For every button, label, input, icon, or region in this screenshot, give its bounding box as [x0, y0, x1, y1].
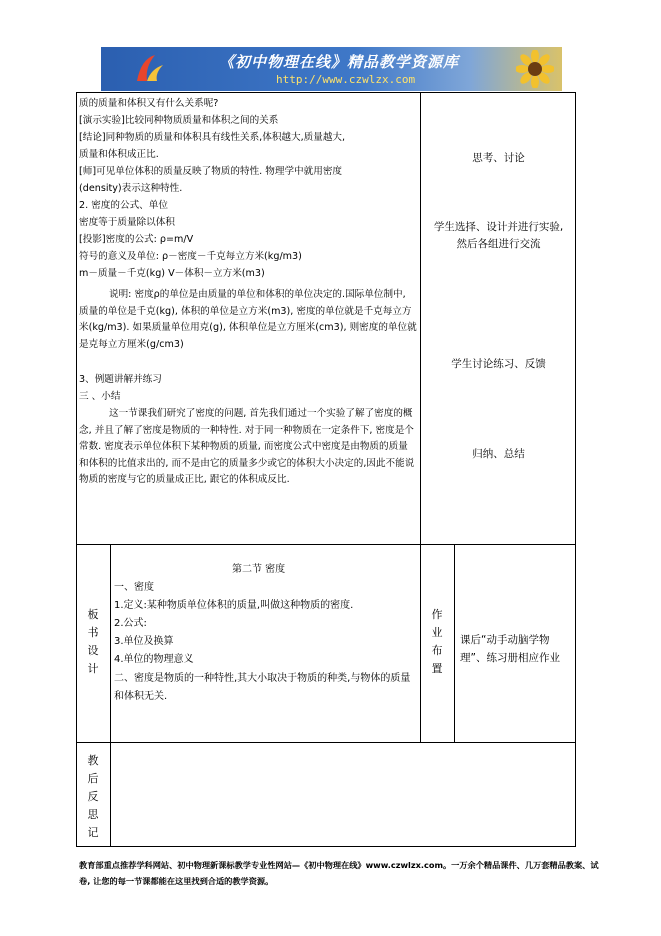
- student-activity-experiment: 学生选择、设计并进行实验,: [433, 221, 564, 233]
- sunflower-icon: [516, 50, 554, 88]
- board-line: 1.定义:某种物质单位体积的质量,叫做这种物质的密度.: [114, 600, 354, 611]
- banner-url[interactable]: http://www.czwlzx.com: [276, 73, 416, 86]
- board-line: 2.公式:: [114, 618, 147, 629]
- summary-paragraph: 这一节课我们研究了密度的问题, 首先我们通过一个实验了解了密度的概念, 并且了解了密度是物质的一种特性. 对于同一种物质在一定条件下, 密度是个常数. 密度表示单位体积下某种物质的质量, 而密度公式中密度是由物质的质量和体积的比值求出的, 而不是由它的质量多少或它的体积大小决定的,因此不能说物质的密度与它的质量成正比, 跟它的体积成反比.: [79, 408, 415, 485]
- page-footer: 教育部重点推荐学科网站、初中物理新课标教学专业性网站—《初中物理在线》www.czwlzx.com。一万余个精品课件、几万套精品教案、试卷, 让您的每一节课都能在这里找到合适的教学资源。: [79, 860, 599, 886]
- board-title: 第二节 密度: [232, 564, 286, 575]
- upper-line: 质的质量和体积又有什么关系呢?: [79, 98, 219, 109]
- student-activity-practice: 学生讨论练习、反馈: [451, 358, 546, 370]
- upper-line: [师]可见单位体积的质量反映了物质的特性. 物理学中就用密度: [79, 166, 343, 177]
- homework-label-divider: [454, 544, 455, 742]
- example-heading: 3、例题讲解并练习: [79, 374, 162, 385]
- student-activity-summary: 归纳、总结: [472, 448, 525, 460]
- banner-title: 《初中物理在线》精品教学资源库: [219, 53, 460, 71]
- upper-line: 符号的意义及单位: ρ－密度－千克每立方米(kg/m3): [79, 251, 302, 262]
- board-paragraph: 二、密度是物质的一种特性,其大小取决于物质的种类,与物体的质量和体积无关.: [114, 673, 411, 702]
- summary-heading: 三 、小结: [79, 391, 121, 402]
- reflection-label: 教后反思记: [87, 754, 99, 839]
- upper-line: (density)表示这种特性.: [79, 183, 183, 194]
- student-activity-discuss: 思考、讨论: [472, 152, 525, 164]
- board-line: 3.单位及换算: [114, 636, 174, 647]
- upper-line: [投影]密度的公式: ρ=m/V: [79, 234, 194, 245]
- lower-row-divider: [76, 742, 576, 743]
- upper-line: 密度等于质量除以体积: [79, 217, 175, 228]
- site-banner: [101, 47, 562, 91]
- density-unit-explanation: 说明: 密度ρ的单位是由质量的单位和体积的单位决定的.国际单位制中, 质量的单位是千克(kg), 体积的单位是立方米(m3), 密度的单位就是千克每立方米(kg/m3). 如果质量单位用克(g), 体积单位是立方厘米(cm3), 则密度的单位就是克每立方厘米(g/cm3): [79, 289, 417, 350]
- upper-line: [演示实验]比较同种物质质量和体积之间的关系: [79, 115, 279, 126]
- site-logo-icon: [131, 51, 167, 87]
- upper-line: m－质量－千克(kg) V－体积－立方米(m3): [79, 268, 265, 279]
- label-column-divider: [110, 544, 111, 847]
- upper-line: [结论]同种物质的质量和体积具有线性关系,体积越大,质量越大,: [79, 132, 346, 143]
- board-design-label: 板书设计: [87, 608, 99, 675]
- homework-left-divider: [420, 544, 421, 742]
- board-line: 一、密度: [114, 582, 154, 593]
- upper-line: 质量和体积成正比.: [79, 149, 159, 160]
- board-line: 4.单位的物理意义: [114, 654, 194, 665]
- student-activity-exchange: 然后各组进行交流: [456, 238, 541, 250]
- homework-text: 课后“动手动脑学物理”、练习册相应作业: [460, 634, 560, 664]
- homework-label: 作业布置: [431, 608, 443, 675]
- upper-line: 2. 密度的公式、单位: [79, 200, 168, 211]
